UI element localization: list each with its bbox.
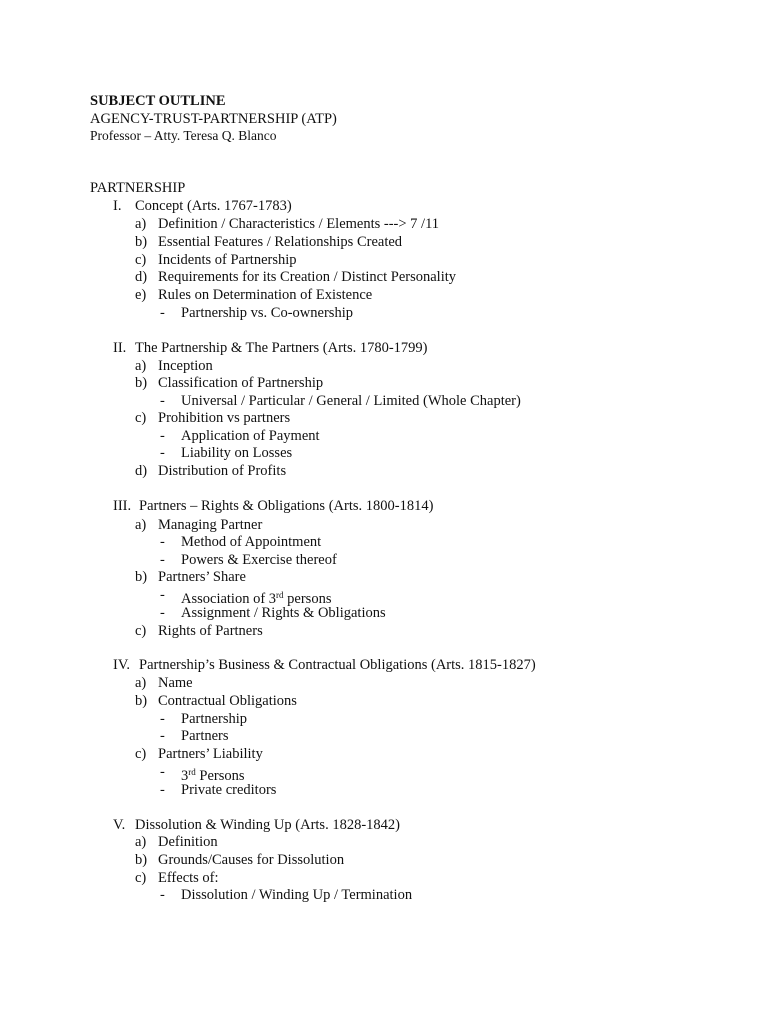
- ordinal-superscript: rd: [188, 767, 196, 777]
- part-heading: Dissolution & Winding Up (Arts. 1828-1842): [135, 817, 400, 833]
- roman-numeral: I.: [113, 198, 122, 214]
- ordinal-superscript: rd: [276, 590, 284, 600]
- sub-item-text: 3: [181, 768, 189, 784]
- item-marker: a): [135, 517, 147, 533]
- item-marker: c): [135, 870, 147, 886]
- sub-item: Private creditors: [181, 782, 277, 798]
- sub-item: Application of Payment: [181, 428, 320, 444]
- dash-marker: -: [160, 605, 165, 621]
- outline-item: Distribution of Profits: [158, 463, 287, 479]
- sub-item: Dissolution / Winding Up / Termination: [181, 887, 413, 903]
- dash-marker: -: [160, 711, 165, 727]
- item-marker: b): [135, 375, 148, 391]
- outline-item: Effects of:: [158, 870, 219, 886]
- dash-marker: -: [160, 393, 165, 409]
- roman-numeral: III.: [113, 498, 132, 514]
- outline-item: Rules on Determination of Existence: [158, 287, 373, 303]
- item-marker: a): [135, 358, 147, 374]
- dash-marker: -: [160, 445, 165, 461]
- outline-item: Grounds/Causes for Dissolution: [158, 852, 345, 868]
- sub-item: Partnership: [181, 711, 248, 727]
- outline-item: Name: [158, 675, 193, 691]
- item-marker: c): [135, 252, 147, 268]
- sub-item-text: persons: [283, 591, 332, 607]
- part-heading: Partners – Rights & Obligations (Arts. 1800-1814): [139, 498, 434, 514]
- item-marker: b): [135, 693, 148, 709]
- course-title: AGENCY-TRUST-PARTNERSHIP (ATP): [90, 111, 337, 127]
- sub-item-text: Association of 3: [181, 591, 277, 607]
- sub-item: Liability on Losses: [181, 445, 293, 461]
- item-marker: c): [135, 746, 147, 762]
- professor-line: Professor – Atty. Teresa Q. Blanco: [90, 128, 277, 143]
- outline-item: Managing Partner: [158, 517, 263, 533]
- dash-marker: -: [160, 428, 165, 444]
- outline-item: Essential Features / Relationships Created: [158, 234, 403, 250]
- outline-item: Definition / Characteristics / Elements ---> 7 /11: [158, 216, 440, 232]
- outline-item: Rights of Partners: [158, 623, 263, 639]
- item-marker: d): [135, 463, 148, 479]
- roman-numeral: IV.: [113, 657, 131, 673]
- outline-item: Classification of Partnership: [158, 375, 324, 391]
- outline-item: Contractual Obligations: [158, 693, 297, 709]
- sub-item-text: Persons: [195, 768, 245, 784]
- item-marker: d): [135, 269, 148, 285]
- item-marker: b): [135, 852, 148, 868]
- dash-marker: -: [160, 587, 165, 603]
- outline-item: Incidents of Partnership: [158, 252, 297, 268]
- roman-numeral: II.: [113, 340, 127, 356]
- outline-item: Requirements for its Creation / Distinct Personality: [158, 269, 457, 285]
- sub-item: Partners: [181, 728, 229, 744]
- document-title: SUBJECT OUTLINE: [90, 93, 226, 109]
- item-marker: a): [135, 675, 147, 691]
- dash-marker: -: [160, 764, 165, 780]
- part-heading: Partnership’s Business & Contractual Obligations (Arts. 1815-1827): [139, 657, 536, 673]
- item-marker: b): [135, 234, 148, 250]
- dash-marker: -: [160, 552, 165, 568]
- outline-item: Prohibition vs partners: [158, 410, 291, 426]
- sub-item: Universal / Particular / General / Limited (Whole Chapter): [181, 393, 521, 409]
- section-title: PARTNERSHIP: [90, 180, 186, 196]
- outline-item: Partners’ Share: [158, 569, 246, 585]
- item-marker: c): [135, 410, 147, 426]
- dash-marker: -: [160, 305, 165, 321]
- item-marker: a): [135, 834, 147, 850]
- outline-item: Inception: [158, 358, 213, 374]
- part-heading: Concept (Arts. 1767-1783): [135, 198, 292, 214]
- sub-item: Partnership vs. Co-ownership: [181, 305, 353, 321]
- item-marker: c): [135, 623, 147, 639]
- outline-item: Definition: [158, 834, 218, 850]
- item-marker: e): [135, 287, 147, 303]
- part-heading: The Partnership & The Partners (Arts. 1780-1799): [135, 340, 428, 356]
- item-marker: b): [135, 569, 148, 585]
- dash-marker: -: [160, 534, 165, 550]
- item-marker: a): [135, 216, 147, 232]
- dash-marker: -: [160, 887, 165, 903]
- dash-marker: -: [160, 728, 165, 744]
- roman-numeral: V.: [113, 817, 126, 833]
- outline-item: Partners’ Liability: [158, 746, 263, 762]
- sub-item: Powers & Exercise thereof: [181, 552, 337, 568]
- sub-item: Method of Appointment: [181, 534, 322, 550]
- dash-marker: -: [160, 782, 165, 798]
- sub-item: Assignment / Rights & Obligations: [181, 605, 386, 621]
